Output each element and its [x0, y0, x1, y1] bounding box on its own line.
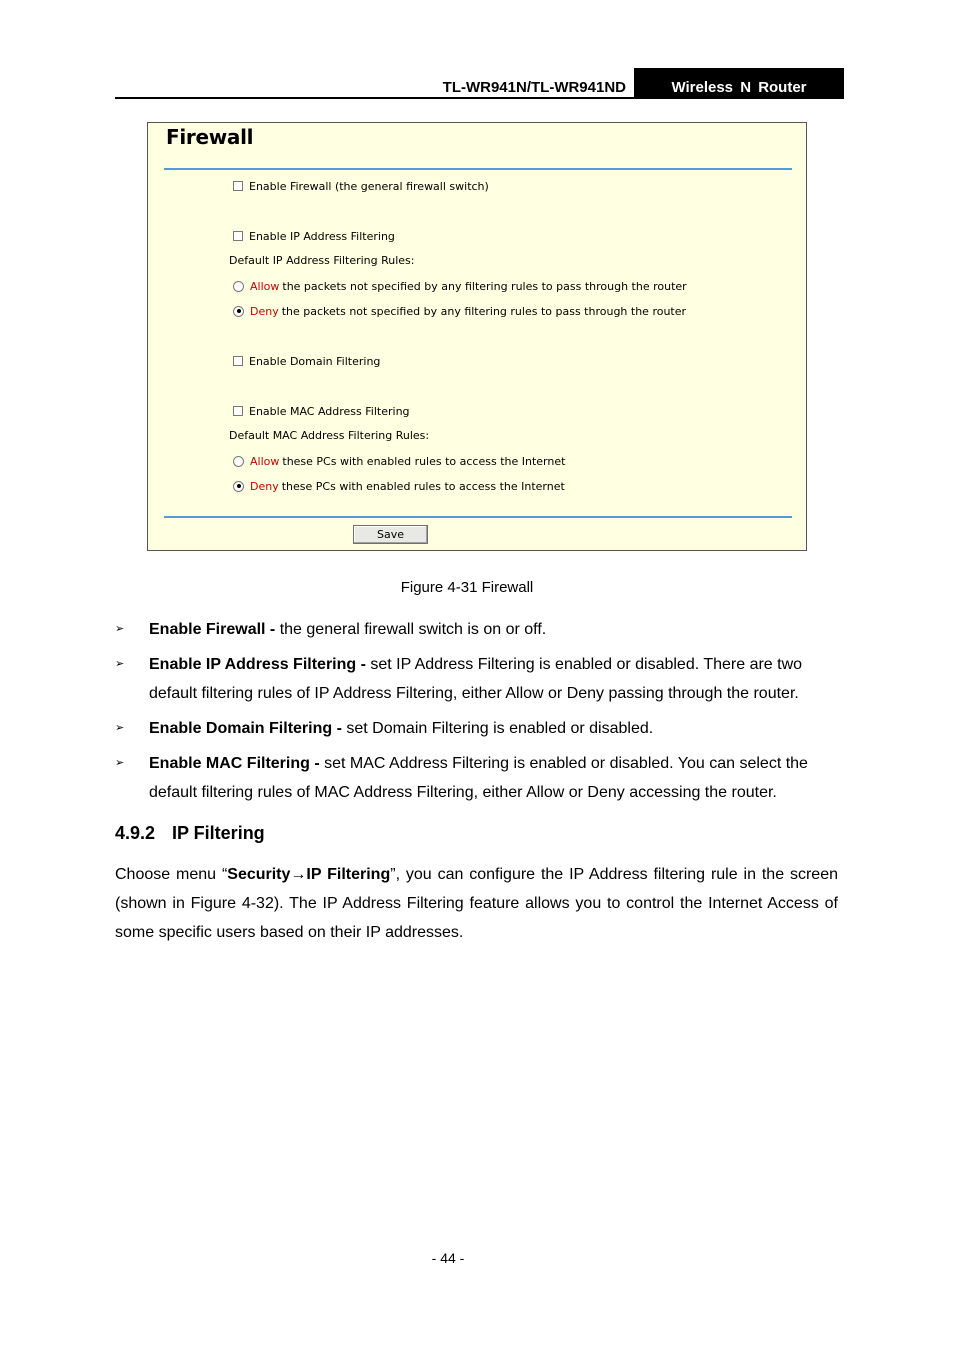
enable-mac-filtering-checkbox[interactable]	[233, 406, 243, 416]
paragraph-prefix: Choose menu “	[115, 866, 228, 883]
bullet-enable-firewall	[115, 615, 840, 644]
header-model: TL-WR941N/TL-WR941ND	[442, 79, 626, 96]
bullet-term: Enable Firewall -	[149, 621, 276, 638]
bullet-text: the general firewall switch is on or off.	[275, 621, 547, 638]
section-heading	[115, 822, 265, 844]
bullet-term: Enable MAC Filtering -	[149, 755, 320, 772]
ip-deny-text: the packets not specified by any filtering rules to pass through the router	[281, 304, 687, 318]
mac-deny-text: these PCs with enabled rules to access the Internet	[281, 479, 565, 493]
ip-allow-row[interactable]	[233, 278, 687, 294]
menu-ip-filtering: IP Filtering	[306, 866, 391, 883]
section-number: 4.9.2	[115, 823, 156, 843]
bullet-text: set MAC Address Filtering is enabled or disabled. You can select the default filtering rules of MAC Address Filtering, either Allow or Deny accessing the router.	[149, 755, 808, 801]
save-button[interactable]: Save	[353, 525, 428, 544]
bullet-arrow-icon: ➢	[115, 757, 125, 769]
mac-allow-keyword: Allow	[250, 454, 280, 468]
enable-mac-filtering-label: Enable MAC Address Filtering	[249, 404, 410, 418]
mac-deny-row[interactable]	[233, 478, 565, 494]
ip-rules-label: Default IP Address Filtering Rules:	[229, 253, 415, 267]
bullet-arrow-icon: ➢	[115, 623, 125, 635]
enable-firewall-row[interactable]	[233, 178, 489, 194]
mac-deny-radio[interactable]	[233, 481, 244, 492]
menu-arrow-icon: →	[290, 866, 307, 883]
bullet-enable-ip-filtering	[115, 650, 840, 708]
bullet-enable-mac-filtering	[115, 749, 840, 807]
mac-allow-row[interactable]	[233, 453, 565, 469]
ip-allow-radio[interactable]	[233, 281, 244, 292]
ip-allow-keyword: Allow	[250, 279, 280, 293]
enable-mac-filtering-row[interactable]	[233, 403, 410, 419]
enable-domain-filtering-label: Enable Domain Filtering	[249, 354, 381, 368]
bullet-text: set Domain Filtering is enabled or disabled.	[341, 720, 654, 737]
body-paragraph	[115, 860, 838, 947]
mac-rules-label: Default MAC Address Filtering Rules:	[229, 428, 430, 442]
ip-deny-row[interactable]	[233, 303, 686, 319]
bullet-arrow-icon: ➢	[115, 658, 125, 670]
firewall-panel	[147, 122, 807, 551]
bullet-arrow-icon: ➢	[115, 722, 125, 734]
enable-domain-filtering-row[interactable]	[233, 353, 380, 369]
enable-ip-filtering-row[interactable]	[233, 228, 395, 244]
enable-firewall-label: Enable Firewall (the general firewall switch)	[249, 179, 489, 193]
figure-caption: Figure 4-31 Firewall	[400, 579, 534, 596]
header-product: Wireless N Router	[671, 79, 807, 96]
enable-firewall-checkbox[interactable]	[233, 181, 243, 191]
mac-allow-text: these PCs with enabled rules to access the Internet	[282, 454, 566, 468]
section-title: IP Filtering	[172, 823, 265, 843]
bullet-term: Enable IP Address Filtering -	[149, 656, 366, 673]
ip-deny-radio[interactable]	[233, 306, 244, 317]
mac-allow-radio[interactable]	[233, 456, 244, 467]
panel-title: Firewall	[166, 125, 254, 149]
bullet-enable-domain-filtering	[115, 714, 840, 743]
bullet-text: set IP Address Filtering is enabled or disabled. There are two default filtering rules of IP Address Filtering, either Allow or Deny passing through the router.	[149, 656, 803, 702]
enable-domain-filtering-checkbox[interactable]	[233, 356, 243, 366]
header-rule	[115, 97, 635, 99]
page-number: - 44 -	[431, 1250, 465, 1266]
header-product-box	[634, 68, 844, 99]
mac-deny-keyword: Deny	[250, 479, 279, 493]
enable-ip-filtering-checkbox[interactable]	[233, 231, 243, 241]
menu-security: Security	[227, 866, 291, 883]
bullet-term: Enable Domain Filtering -	[149, 720, 342, 737]
ip-deny-keyword: Deny	[250, 304, 279, 318]
panel-bottom-rule	[164, 516, 792, 518]
ip-allow-text: the packets not specified by any filtering rules to pass through the router	[282, 279, 687, 293]
paragraph-suffix: ”, you can configure the IP Address filtering rule in the screen (shown in Figure 4-32). The IP Address Filtering feature allows you to control the Internet Access of some specific users based on their IP addresses.	[115, 866, 838, 941]
panel-top-rule	[164, 168, 792, 170]
enable-ip-filtering-label: Enable IP Address Filtering	[249, 229, 395, 243]
